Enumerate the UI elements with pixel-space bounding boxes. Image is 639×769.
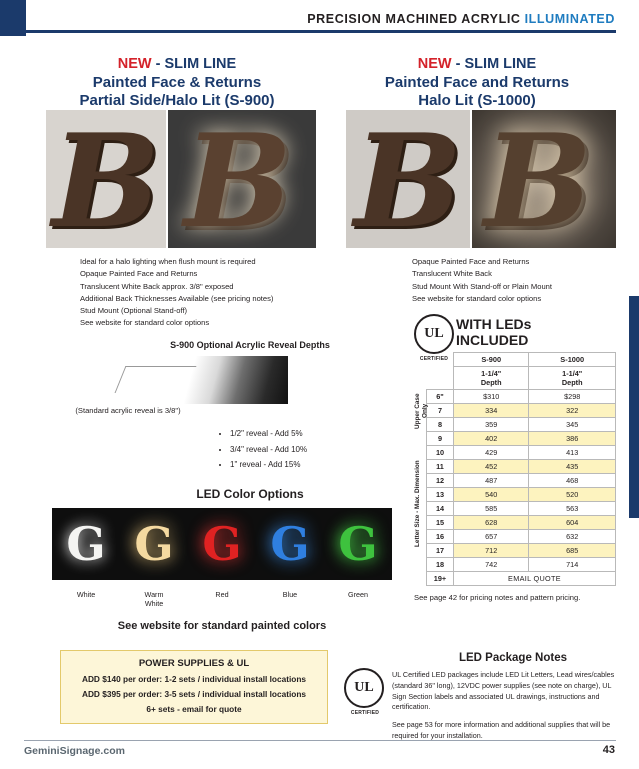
cell-s1000: 435 [529, 460, 616, 474]
row-group-label-upper-case: Upper Case Only [414, 393, 429, 429]
cell-size: 12 [427, 474, 454, 488]
cell-size: 13 [427, 488, 454, 502]
cell-size: 7 [427, 404, 454, 418]
led-label-red: Red [215, 590, 229, 599]
photo-letter-glyph: B [184, 110, 293, 248]
table-row [427, 544, 616, 558]
cell-email-quote: EMAIL QUOTE [454, 572, 616, 586]
cell-size: 6" [427, 390, 454, 404]
subcol-header-s1000-depth: 1-1/4" Depth [529, 367, 616, 390]
table-row [427, 432, 616, 446]
ul-badge-subtext: CERTIFIED [419, 356, 449, 362]
col-header-s1000: S-1000 [529, 353, 616, 367]
cell-s900: 487 [454, 474, 529, 488]
footer-page-number: 43 [602, 744, 615, 756]
product-subtitle-right: - SLIM LINE [451, 56, 537, 72]
table-row [427, 460, 616, 474]
cell-s900: $310 [454, 390, 529, 404]
header-left-accent-block [0, 0, 26, 36]
ul-badge-text: UL [424, 326, 444, 341]
spec-item: Stud Mount (Optional Stand-off) [80, 306, 188, 316]
ul-heading-line2: INCLUDED [456, 332, 529, 349]
table-row [427, 558, 616, 572]
table-row [427, 530, 616, 544]
led-notes-paragraph-2: See page 53 for more information and additional supplies that will be required for your installation. [392, 720, 611, 740]
ul-badge-ring [344, 668, 384, 708]
reveal-options-list [190, 426, 420, 473]
spec-list-right [412, 256, 622, 305]
cell-s1000: 632 [529, 530, 616, 544]
led-swatch-red [188, 508, 256, 580]
new-badge-right: NEW [417, 56, 452, 72]
photo-letter-glyph: B [354, 110, 463, 248]
spec-item: See website for standard color options [412, 293, 542, 303]
spec-item: Translucent White Back approx. 3/8" exposed [80, 281, 234, 291]
cell-size: 10 [427, 446, 454, 460]
painted-colors-footnote: See website for standard painted colors [117, 620, 327, 632]
spec-item: Opaque Painted Face and Returns [412, 257, 530, 266]
led-package-notes-body [392, 670, 618, 749]
table-row [427, 488, 616, 502]
power-supplies-line2: ADD $395 per order: 3-5 sets / individual install locations [81, 689, 307, 699]
spec-item: Ideal for a halo lighting when flush mount is required [80, 257, 256, 266]
spec-item: Opaque Painted Face and Returns [80, 269, 198, 279]
ul-badge-subtext: CERTIFIED [350, 710, 380, 716]
product-subtitle-left: - SLIM LINE [151, 56, 237, 72]
product-title-right [338, 56, 616, 110]
led-letter-glyph: G [338, 517, 378, 571]
cell-s900: 429 [454, 446, 529, 460]
cell-s900: 712 [454, 544, 529, 558]
cell-size: 16 [427, 530, 454, 544]
table-row-email-quote [427, 572, 616, 586]
ul-heading-line1: WITH LEDs [456, 316, 532, 332]
with-leds-included-heading [456, 316, 616, 348]
page-title-accent: ILLUMINATED [524, 12, 615, 26]
product-line2-left: Painted Face & Returns [92, 73, 262, 91]
led-letter-glyph: G [134, 517, 174, 571]
row-group-label-letter-size: Letter Size - Max. Dimension [414, 460, 421, 548]
col-header-s900: S-900 [454, 353, 529, 367]
pricing-table [426, 352, 616, 586]
cell-s900: 742 [454, 558, 529, 572]
led-letter-glyph: G [202, 517, 242, 571]
page-title [307, 12, 615, 26]
reveal-option: • 3/4" reveal - Add 10% [230, 442, 420, 458]
led-label-warm-white [120, 590, 188, 608]
spec-item: Additional Back Thicknesses Available (see pricing notes) [80, 293, 274, 303]
cell-size: 8 [427, 418, 454, 432]
footer-rule [24, 740, 616, 741]
table-row [427, 446, 616, 460]
photo-letter-glyph: B [484, 110, 593, 248]
reveal-option: • 1/2" reveal - Add 5% [230, 426, 420, 442]
cell-s900: 540 [454, 488, 529, 502]
footer-website[interactable]: GeminiSignage.com [24, 745, 125, 757]
led-swatch-blue [256, 508, 324, 580]
cell-s900: 657 [454, 530, 529, 544]
cell-size: 18 [427, 558, 454, 572]
cell-s900: 334 [454, 404, 529, 418]
spec-item: Stud Mount With Stand-off or Plain Mount [412, 281, 552, 291]
new-badge-left: NEW [117, 56, 152, 72]
led-label-green: Green [348, 590, 368, 599]
reveal-standard-caption: (Standard acrylic reveal is 3/8") [75, 406, 181, 415]
spec-item: Translucent White Back [412, 269, 492, 279]
led-package-notes-title: LED Package Notes [458, 652, 567, 664]
reveal-depths-title: S-900 Optional Acrylic Reveal Depths [170, 340, 330, 350]
table-row [427, 502, 616, 516]
page-header [0, 0, 639, 42]
table-subheader-row [427, 367, 616, 390]
cell-size: 17 [427, 544, 454, 558]
cell-s900: 402 [454, 432, 529, 446]
cell-s1000: $298 [529, 390, 616, 404]
cell-s1000: 563 [529, 502, 616, 516]
cell-s900: 585 [454, 502, 529, 516]
cell-size: 14 [427, 502, 454, 516]
cell-size: 19+ [427, 572, 454, 586]
cell-s1000: 714 [529, 558, 616, 572]
spec-item: See website for standard color options [80, 318, 210, 328]
led-label-blue: Blue [282, 590, 298, 599]
cell-s1000: 604 [529, 516, 616, 530]
led-notes-paragraph-1: UL Certified LED packages include LED Lit Letters, Lead wires/cables (standard 36" long), 12VDC power supplies (see note on charge), UL Sign Section labels and associated UL drawings, instructions and certification. [392, 670, 615, 712]
reveal-edge-line [115, 366, 197, 393]
led-swatch-warm-white [120, 508, 188, 580]
led-swatch-green [324, 508, 392, 580]
led-color-swatch-strip [52, 508, 392, 580]
pricing-table-note: See page 42 for pricing notes and pattern pricing. [414, 593, 581, 602]
cell-s1000: 413 [529, 446, 616, 460]
led-swatch-white [52, 508, 120, 580]
led-letter-glyph: G [66, 517, 106, 571]
table-row [427, 474, 616, 488]
cell-s1000: 468 [529, 474, 616, 488]
table-row [427, 390, 616, 404]
col-header-size [427, 353, 454, 367]
cell-s900: 359 [454, 418, 529, 432]
pricing-table-wrapper [414, 352, 616, 586]
led-swatch-labels [52, 590, 392, 608]
cell-size: 9 [427, 432, 454, 446]
photo-letter-glyph: B [52, 110, 161, 248]
table-header-row [427, 353, 616, 367]
power-supplies-title: POWER SUPPLIES & UL [138, 658, 250, 669]
reveal-depth-illustration [120, 356, 288, 404]
product-line2-right: Painted Face and Returns [384, 73, 570, 91]
product-photo-left-daylight [46, 110, 166, 248]
subcol-header-s900-depth: 1-1/4" Depth [454, 367, 529, 390]
product-photo-right-daylight [346, 110, 470, 248]
table-row [427, 516, 616, 530]
page-title-main: PRECISION MACHINED ACRYLIC [307, 12, 525, 26]
ul-certified-icon-notes [344, 668, 386, 716]
cell-s1000: 520 [529, 488, 616, 502]
led-letter-glyph: G [270, 517, 310, 571]
reveal-option: • 1" reveal - Add 15% [230, 457, 420, 473]
product-photo-left-lit [168, 110, 316, 248]
cell-size: 11 [427, 460, 454, 474]
cell-s1000: 345 [529, 418, 616, 432]
ul-badge-ring [414, 314, 454, 354]
cell-size: 15 [427, 516, 454, 530]
led-color-options-title: LED Color Options [196, 487, 304, 501]
led-label-warm-white-line1: Warm [144, 590, 164, 599]
cell-s900: 628 [454, 516, 529, 530]
table-row [427, 418, 616, 432]
spec-list-left [80, 256, 320, 330]
power-supplies-line3: 6+ sets - email for quote [146, 704, 242, 714]
led-label-white: White [76, 590, 96, 599]
side-tab-marker [629, 296, 639, 518]
cell-s1000: 322 [529, 404, 616, 418]
product-line3-right: Halo Lit (S-1000) [418, 91, 536, 109]
cell-s1000: 685 [529, 544, 616, 558]
product-photo-right-lit [472, 110, 616, 248]
cell-s1000: 386 [529, 432, 616, 446]
header-rule [24, 30, 616, 33]
subcol-header-size [427, 367, 454, 390]
ul-badge-text: UL [354, 680, 374, 695]
led-label-warm-white-line2: White [144, 599, 164, 608]
power-supplies-box [60, 650, 328, 724]
product-title-left [38, 56, 316, 110]
product-line3-left: Partial Side/Halo Lit (S-900) [79, 91, 275, 109]
table-row [427, 404, 616, 418]
power-supplies-line1: ADD $140 per order: 1-2 sets / individual install locations [81, 674, 307, 684]
cell-s900: 452 [454, 460, 529, 474]
